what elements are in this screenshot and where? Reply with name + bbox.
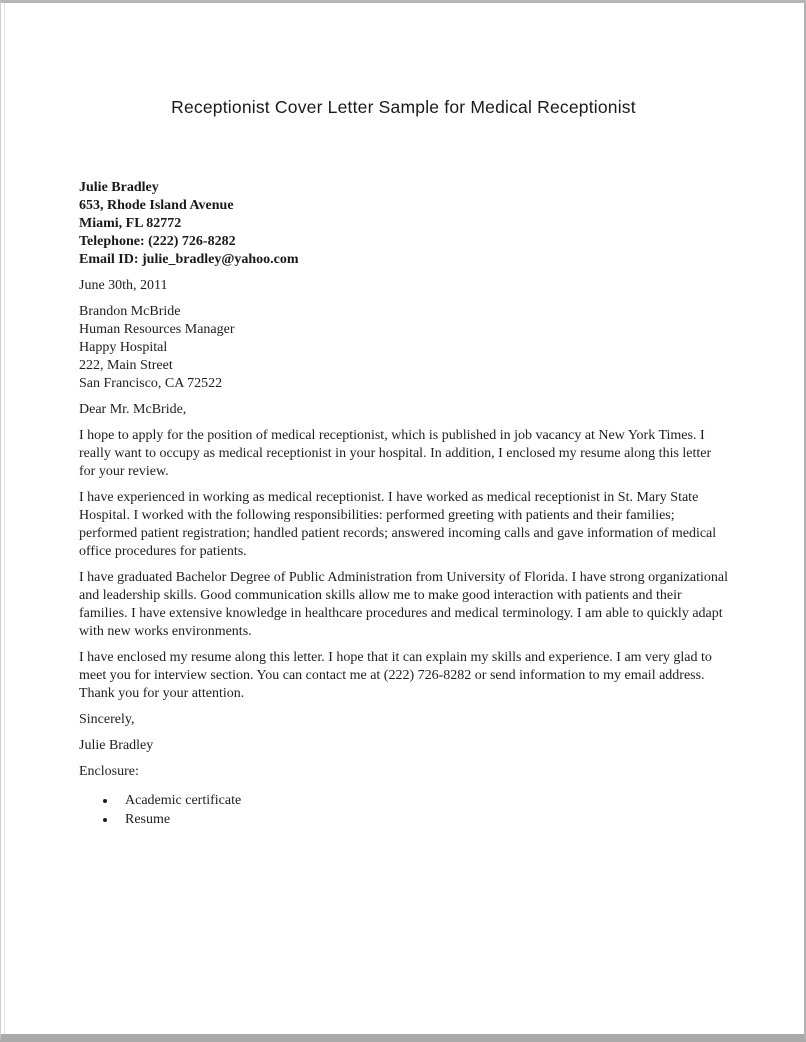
sender-telephone: Telephone: (222) 726-8282 bbox=[79, 234, 236, 249]
sender-name: Julie Bradley bbox=[79, 180, 159, 195]
document-title: Receptionist Cover Letter Sample for Medical Receptionist bbox=[171, 97, 636, 117]
recipient-street: 222, Main Street bbox=[79, 358, 173, 373]
signature-name: Julie Bradley bbox=[79, 738, 154, 753]
sender-street: 653, Rhode Island Avenue bbox=[79, 198, 234, 213]
body-paragraph-3: I have graduated Bachelor Degree of Public Administration from University of Florida. I have strong organizational and leadership skills. Good communication skills allow me to make good interaction with patients and their families. I have extensive knowledge in healthcare procedures and medical terminology. I am able to quickly adapt with new works environments. bbox=[79, 570, 729, 639]
sender-email: Email ID: julie_bradley@yahoo.com bbox=[79, 252, 299, 267]
recipient-name: Brandon McBride bbox=[79, 304, 181, 319]
body-paragraph-4: I have enclosed my resume along this letter. I hope that it can explain my skills and experience. I am very glad to meet you for interview section. You can contact me at (222) 726-8282 or send information to my email address. Thank you for your attention. bbox=[79, 650, 712, 701]
body-paragraph-1: I hope to apply for the position of medical receptionist, which is published in job vacancy at New York Times. I really want to occupy as medical receptionist in your hospital. In addition, I enclosed my resume along this letter for your review. bbox=[79, 428, 712, 479]
enclosure-item: • Resume bbox=[117, 810, 728, 829]
recipient-title: Human Resources Manager bbox=[79, 322, 235, 337]
recipient-city: San Francisco, CA 72522 bbox=[79, 376, 223, 391]
enclosure-list bbox=[79, 791, 728, 829]
recipient-company: Happy Hospital bbox=[79, 340, 168, 355]
enclosure-label: Enclosure: bbox=[79, 764, 139, 779]
closing: Sincerely, bbox=[79, 712, 135, 727]
sender-city: Miami, FL 82772 bbox=[79, 216, 182, 231]
enclosure-item: • Academic certificate bbox=[117, 791, 728, 810]
sender-address-block bbox=[79, 179, 728, 269]
date-line: June 30th, 2011 bbox=[79, 278, 168, 293]
letter-content bbox=[1, 95, 804, 829]
recipient-address-block bbox=[79, 303, 728, 393]
salutation: Dear Mr. McBride, bbox=[79, 402, 187, 417]
body-paragraph-2: I have experienced in working as medical receptionist. I have worked as medical receptionist in St. Mary State Hospital. I worked with the following responsibilities: performed greeting with patients and their families; performed patient registration; handled patient records; answered incoming calls and gave information of medical office procedures for patients. bbox=[79, 490, 717, 559]
